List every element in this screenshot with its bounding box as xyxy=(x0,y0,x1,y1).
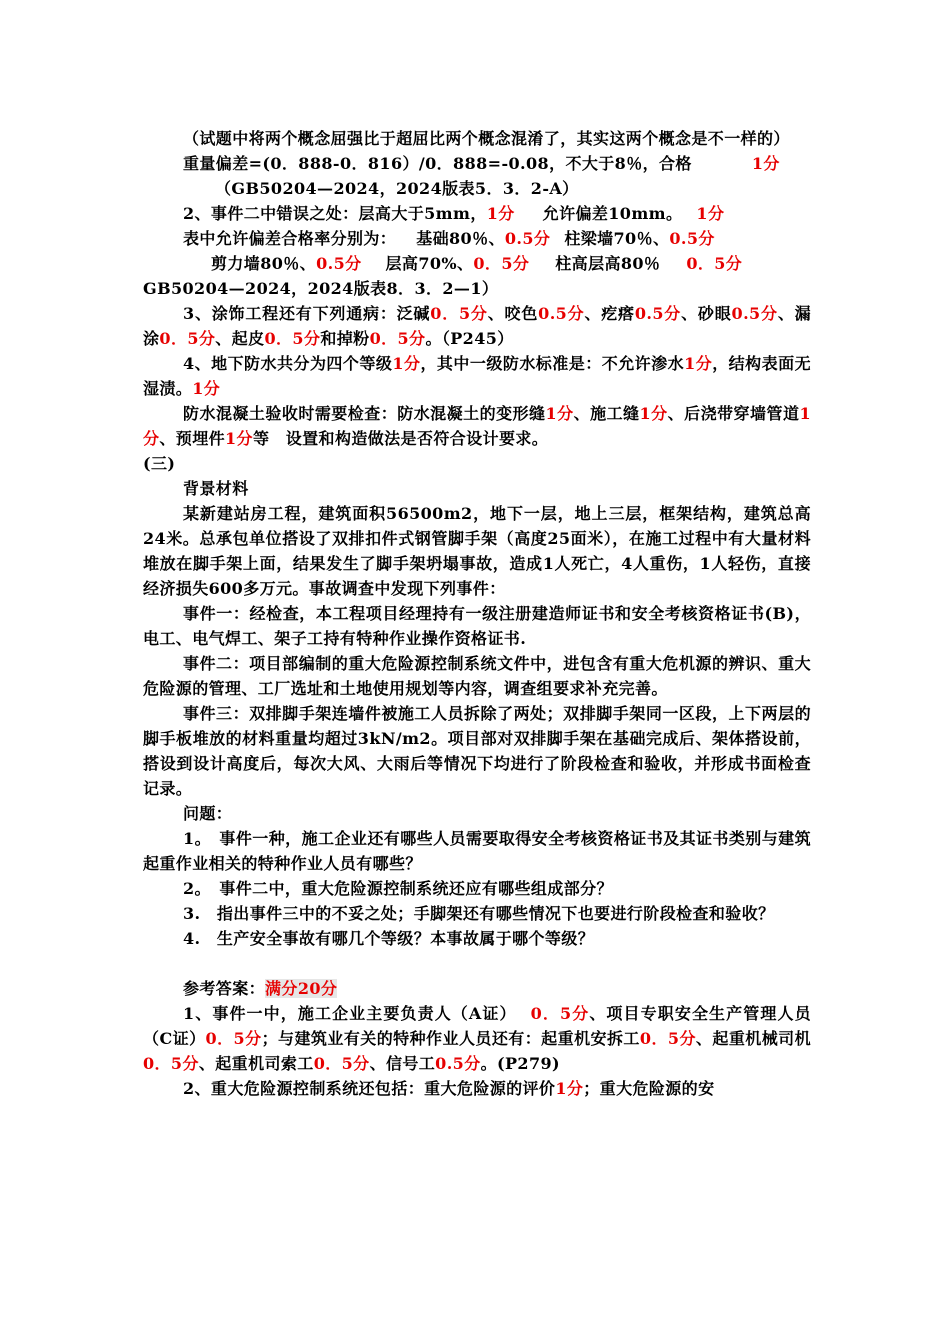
text: 、信号工 xyxy=(369,1054,436,1073)
event-1 xyxy=(143,601,811,651)
question-1 xyxy=(143,826,811,876)
score: 0.5分 xyxy=(538,304,585,323)
score: 1分 xyxy=(392,354,421,373)
text: 、咬色 xyxy=(487,304,539,323)
score: 1分 xyxy=(684,354,713,373)
score: 0.5分 xyxy=(504,229,551,248)
text: ，其中一级防水标准是：不允许渗水 xyxy=(420,354,685,373)
paragraph-answer-2 xyxy=(143,201,811,226)
answer-heading xyxy=(143,976,811,1001)
text: 、施工缝 xyxy=(573,404,640,423)
question-3 xyxy=(143,901,811,926)
total-score: 满分20分 xyxy=(265,979,338,998)
answer-2 xyxy=(143,1076,811,1101)
score: 0.5分 xyxy=(669,229,715,248)
answer-1 xyxy=(143,1001,811,1076)
text: ；重大危险源的安 xyxy=(583,1079,715,1098)
text: 背景材料 xyxy=(183,479,249,498)
text: 层高70%、 xyxy=(385,254,474,273)
text: 表中允许偏差合格率分别为： xyxy=(183,229,397,248)
score: 0.5分 xyxy=(634,304,682,323)
text: 4、地下防水共分为四个等级 xyxy=(183,354,393,373)
text: 、项目专职安全生产管理人员（C证） xyxy=(143,1004,811,1048)
text: 。(P279) xyxy=(480,1054,560,1073)
text: 事件二：项目部编制的重大危险源控制系统文件中，进包含有重大危机源的辨识、重大危险源的管理、工厂选址和土地使用规划等内容，调查组要求补充完善。 xyxy=(143,654,811,698)
text: 4. 生产安全事故有哪几个等级？本事故属于哪个等级？ xyxy=(183,929,595,948)
score: 1分 xyxy=(225,429,253,448)
text: 基础80％、 xyxy=(416,229,505,248)
score: 1分 xyxy=(696,204,725,223)
text: 、起重机司索工 xyxy=(198,1054,314,1073)
section-heading xyxy=(143,451,811,476)
text: 3、涂饰工程还有下列通病：泛碱 xyxy=(183,304,431,323)
text: 、漏涂 xyxy=(143,304,812,348)
question-4 xyxy=(143,926,811,951)
text: 、起皮 xyxy=(215,329,265,348)
text: GB50204—2024，2024版表8．3．2—1） xyxy=(143,279,499,298)
score: 0．5分 xyxy=(264,329,321,348)
score: 1分 xyxy=(545,404,574,423)
text: （试题中将两个概念屈强比于超屈比两个概念混淆了，其实这两个概念是不一样的） xyxy=(183,129,790,148)
paragraph-standard-ref-2 xyxy=(143,276,811,301)
text: 事件一：经检查，本工程项目经理持有一级注册建造师证书和安全考核资格证书(B)，电工、电气焊工、架子工持有特种作业操作资格证书. xyxy=(143,604,811,648)
text: 重量偏差=(0．888-0．816）/0．888=-0.08，不大于8％，合格 xyxy=(183,154,692,173)
text: 和掉粉 xyxy=(320,329,370,348)
score: 1分 xyxy=(486,204,515,223)
text: 参考答案： xyxy=(183,979,266,998)
score: 0．5分 xyxy=(369,329,426,348)
text: 剪力墙80％、 xyxy=(211,254,317,273)
event-2 xyxy=(143,651,811,701)
score: 1分 xyxy=(639,404,668,423)
text: ，结构表面无湿渍。 xyxy=(143,354,811,398)
paragraph-answer-3 xyxy=(143,301,811,351)
score: 0.5分 xyxy=(316,254,362,273)
score: 0．5分 xyxy=(313,1054,370,1073)
score: 1分 xyxy=(143,404,811,448)
paragraph-weight-deviation xyxy=(143,151,811,176)
paragraph-pass-rate xyxy=(143,226,811,251)
text: 柱高层高80％ xyxy=(555,254,661,273)
text: 防水混凝土验收时需要检查：防水混凝土的变形缝 xyxy=(183,404,546,423)
score: 1分 xyxy=(751,154,780,173)
score: 0．5分 xyxy=(159,329,216,348)
paragraph-pass-rate-2 xyxy=(143,251,811,276)
text: ；与建筑业有关的特种作业人员还有：起重机安拆工 xyxy=(261,1029,640,1048)
score: 1分 xyxy=(555,1079,584,1098)
text: 、砂眼 xyxy=(681,304,732,323)
text: 、疙瘩 xyxy=(584,304,635,323)
spacer xyxy=(143,951,811,976)
text: 2。 事件二中，重大危险源控制系统还应有哪些组成部分？ xyxy=(183,879,613,898)
score: 0．5分 xyxy=(143,1054,199,1073)
paragraph-answer-4 xyxy=(143,351,811,401)
text: 问题： xyxy=(183,804,233,823)
text: 允许偏差10mm。 xyxy=(542,204,683,223)
text: 某新建站房工程，建筑面积56500m2，地下一层，地上三层，框架结构，建筑总高24米。总承包单位搭设了双排扣件式钢管脚手架（高度25面米），在施工过程中有大量材料堆放在脚手架上面，结果发生了脚手架坍塌事故，造成1人死亡，4人重伤，1人轻伤，直接经济损失600多万元。事故调查中发现下列事件： xyxy=(143,504,811,598)
paragraph-waterproof-check xyxy=(143,401,811,451)
score: 0．5分 xyxy=(473,254,530,273)
score: 0．5分 xyxy=(639,1029,696,1048)
questions-heading xyxy=(143,801,811,826)
score: 0．5分 xyxy=(430,304,488,323)
paragraph-note xyxy=(143,126,811,151)
score: 0．5分 xyxy=(205,1029,262,1048)
text: 、预埋件 xyxy=(159,429,226,448)
event-3 xyxy=(143,701,811,801)
text: 等 设置和构造做法是否符合设计要求。 xyxy=(252,429,549,448)
score: 0.5分 xyxy=(435,1054,481,1073)
background-heading xyxy=(143,476,811,501)
text: 1、事件一中，施工企业主要负责人（A证） xyxy=(183,1004,517,1023)
text: 柱梁墙70％、 xyxy=(564,229,670,248)
text: 3. 指出事件三中的不妥之处；手脚架还有哪些情况下也要进行阶段检查和验收？ xyxy=(183,904,775,923)
text: 2、重大危险源控制系统还包括：重大危险源的评价 xyxy=(183,1079,556,1098)
text: 事件三：双排脚手架连墙件被施工人员拆除了两处；双排脚手架同一区段，上下两层的脚手板堆放的材料重量均超过3kN/m2。项目部对双排脚手架在基础完成后、架体搭设前，搭设到设计高度后，每次大风、大雨后等情况下均进行了阶段检查和验收，并形成书面检查记录。 xyxy=(143,704,811,798)
score: 0．5分 xyxy=(530,1004,590,1023)
score: 0.5分 xyxy=(731,304,778,323)
paragraph-standard-ref xyxy=(143,176,811,201)
text: 、起重机械司机 xyxy=(695,1029,811,1048)
text: （GB50204—2024，2024版表5．3．2-A） xyxy=(215,179,579,198)
document-page xyxy=(143,126,811,1101)
background-paragraph xyxy=(143,501,811,601)
text: (三) xyxy=(143,454,176,473)
score: 0．5分 xyxy=(686,254,743,273)
question-2 xyxy=(143,876,811,901)
text: 2、事件二中错误之处：层高大于5mm， xyxy=(183,204,487,223)
text: 1。 事件一种，施工企业还有哪些人员需要取得安全考核资格证书及其证书类别与建筑起重作业相关的特种作业人员有哪些？ xyxy=(143,829,811,873)
text: 、后浇带穿墙管道 xyxy=(667,404,800,423)
score: 1分 xyxy=(192,379,221,398)
text: 。（P245） xyxy=(425,329,514,348)
